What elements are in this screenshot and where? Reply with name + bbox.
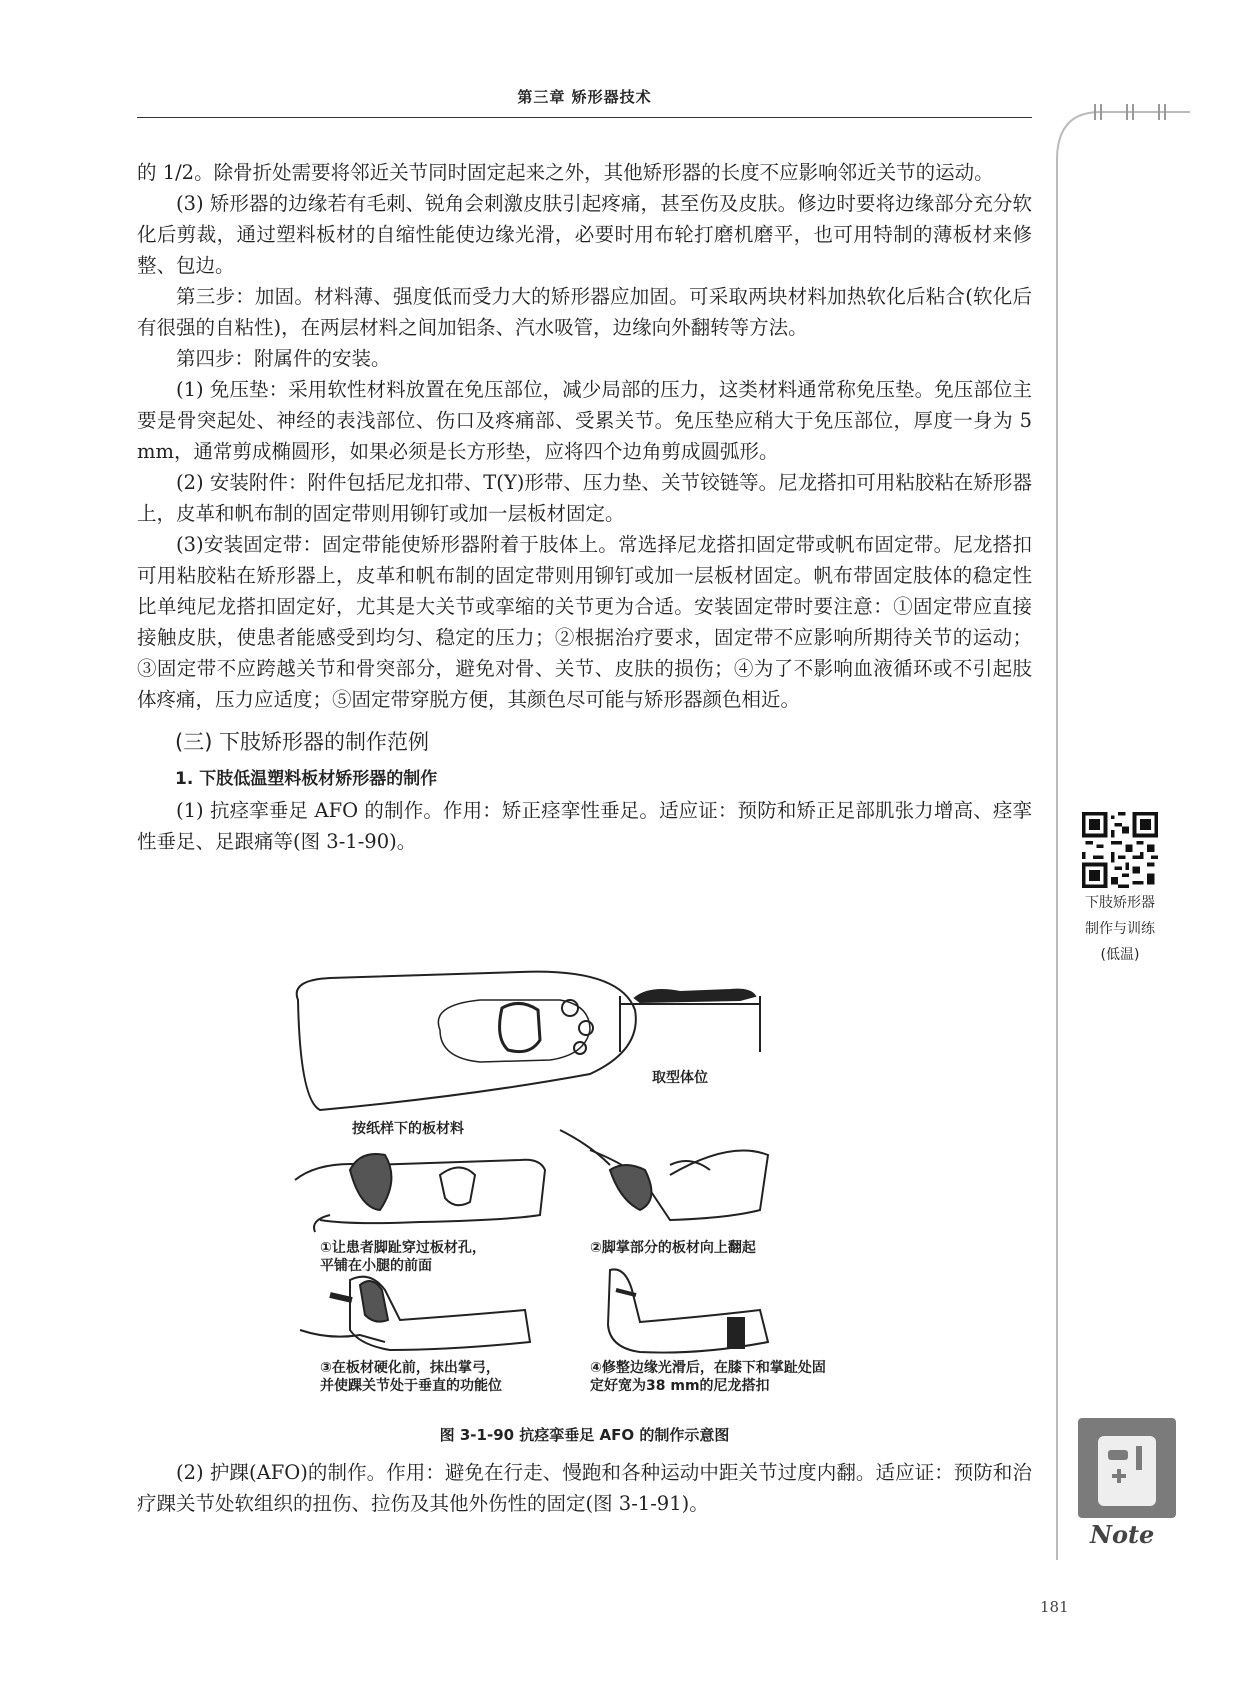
- page-number: 181: [1040, 1598, 1069, 1616]
- label-b: 取型体位: [652, 1070, 708, 1086]
- running-header: 第三章 矫形器技术: [517, 88, 652, 106]
- paragraph: (3)安装固定带：固定带能使矫形器附着于肢体上。常选择尼龙搭扣固定带或帆布固定带。尼龙搭扣可用粘胶粘在矫形器上，皮革和帆布制的固定带则用铆钉或加一层板材固定。帆布带固定肢体的稳定性比单纯尼龙搭扣固定好，尤其是大关节或挛缩的关节更为合适。安装固定带时要注意：①固定带应直接接触皮肤，使患者能感受到均匀、稳定的压力；②根据治疗要求，固定带不应影响所期待关节的运动；③固定带不应跨越关节和骨突部分，避免对骨、关节、皮肤的损伤；④为了不影响血液循环或不引起肢体疼痛，压力应适度；⑤固定带穿脱方便，其颜色尽可能与矫形器颜色相近。: [137, 533, 1032, 711]
- note-icon: [1078, 1418, 1176, 1518]
- paragraph: 的 1/2。除骨折处需要将邻近关节同时固定起来之外，其他矫形器的长度不应影响邻近关节的运动。: [137, 161, 994, 184]
- step4-illustration: [608, 1269, 768, 1352]
- label-3b: 并使踝关节处于垂直的功能位: [320, 1378, 502, 1394]
- body-text-continued: [137, 1457, 1032, 1519]
- subsection-heading: 1. 下肢低温塑料板材矫形器的制作: [175, 769, 438, 789]
- label-1a: ①让患者脚趾穿过板材孔，: [320, 1240, 486, 1256]
- label-a: 按纸样下的板材料: [352, 1121, 464, 1137]
- lying-position-illustration: [620, 990, 760, 1052]
- label-1b: 平铺在小腿的前面: [320, 1258, 432, 1274]
- label-3a: ③在板材硬化前，抹出掌弓，: [320, 1360, 500, 1376]
- note-label: Note: [1090, 1520, 1155, 1549]
- figure-caption: 图 3-1-90 抗痉挛垂足 AFO 的制作示意图: [439, 1426, 730, 1444]
- header-rule: [137, 117, 1032, 118]
- qr-label-3: (低温): [1100, 947, 1140, 963]
- body-text: [137, 157, 1032, 857]
- step1-illustration: [295, 1154, 545, 1232]
- qr-label-2: 制作与训练: [1085, 921, 1155, 937]
- paragraph: 第四步：附属件的安装。: [176, 347, 391, 370]
- section-heading: (三) 下肢矫形器的制作范例: [175, 730, 430, 754]
- step3-illustration: [300, 1277, 530, 1350]
- label-2: ②脚掌部分的板材向上翻起: [590, 1240, 756, 1256]
- label-4b: 定好宽为38 mm的尼龙搭扣: [590, 1378, 770, 1394]
- figure-afo-steps: [290, 970, 830, 1412]
- qr-code[interactable]: [1082, 812, 1158, 888]
- label-4a: ④修整边缘光滑后，在膝下和掌趾处固: [590, 1360, 826, 1376]
- step2-illustration: [560, 1130, 768, 1220]
- paragraph: (2) 安装附件：附件包括尼龙扣带、T(Y)形带、压力垫、关节铰链等。尼龙搭扣可用粘胶粘在矫形器上，皮革和帆布制的固定带则用铆钉或加一层板材固定。: [137, 471, 1032, 525]
- paragraph: 第三步：加固。材料薄、强度低而受力大的矫形器应加固。可采取两块材料加热软化后粘合(软化后有很强的自粘性)，在两层材料之间加铝条、汽水吸管，边缘向外翻转等方法。: [137, 285, 1032, 339]
- qr-label-1: 下肢矫形器: [1085, 895, 1155, 911]
- paragraph: (1) 抗痉挛垂足 AFO 的制作。作用：矫正痉挛性垂足。适应证：预防和矫正足部肌张力增高、痉挛性垂足、足跟痛等(图 3-1-90)。: [137, 799, 1032, 853]
- paragraph: (1) 免压垫：采用软性材料放置在免压部位，减少局部的压力，这类材料通常称免压垫。免压部位主要是骨突起处、神经的表浅部位、伤口及疼痛部、受累关节。免压垫应稍大于免压部位，厚度一身为 5 mm，通常剪成椭圆形，如果必须是长方形垫，应将四个边角剪成圆弧形。: [137, 378, 1032, 463]
- template-illustration: [297, 972, 636, 1110]
- paragraph: (3) 矫形器的边缘若有毛刺、锐角会刺激皮肤引起疼痛，甚至伤及皮肤。修边时要将边缘部分充分软化后剪裁，通过塑料板材的自缩性能使边缘光滑，必要时用布轮打磨机磨平，也可用特制的薄板材来修整、包边。: [137, 192, 1032, 277]
- paragraph: (2) 护踝(AFO)的制作。作用：避免在行走、慢跑和各种运动中距关节过度内翻。适应证：预防和治疗踝关节处软组织的扭伤、拉伤及其他外伤性的固定(图 3-1-91)。: [137, 1461, 1032, 1515]
